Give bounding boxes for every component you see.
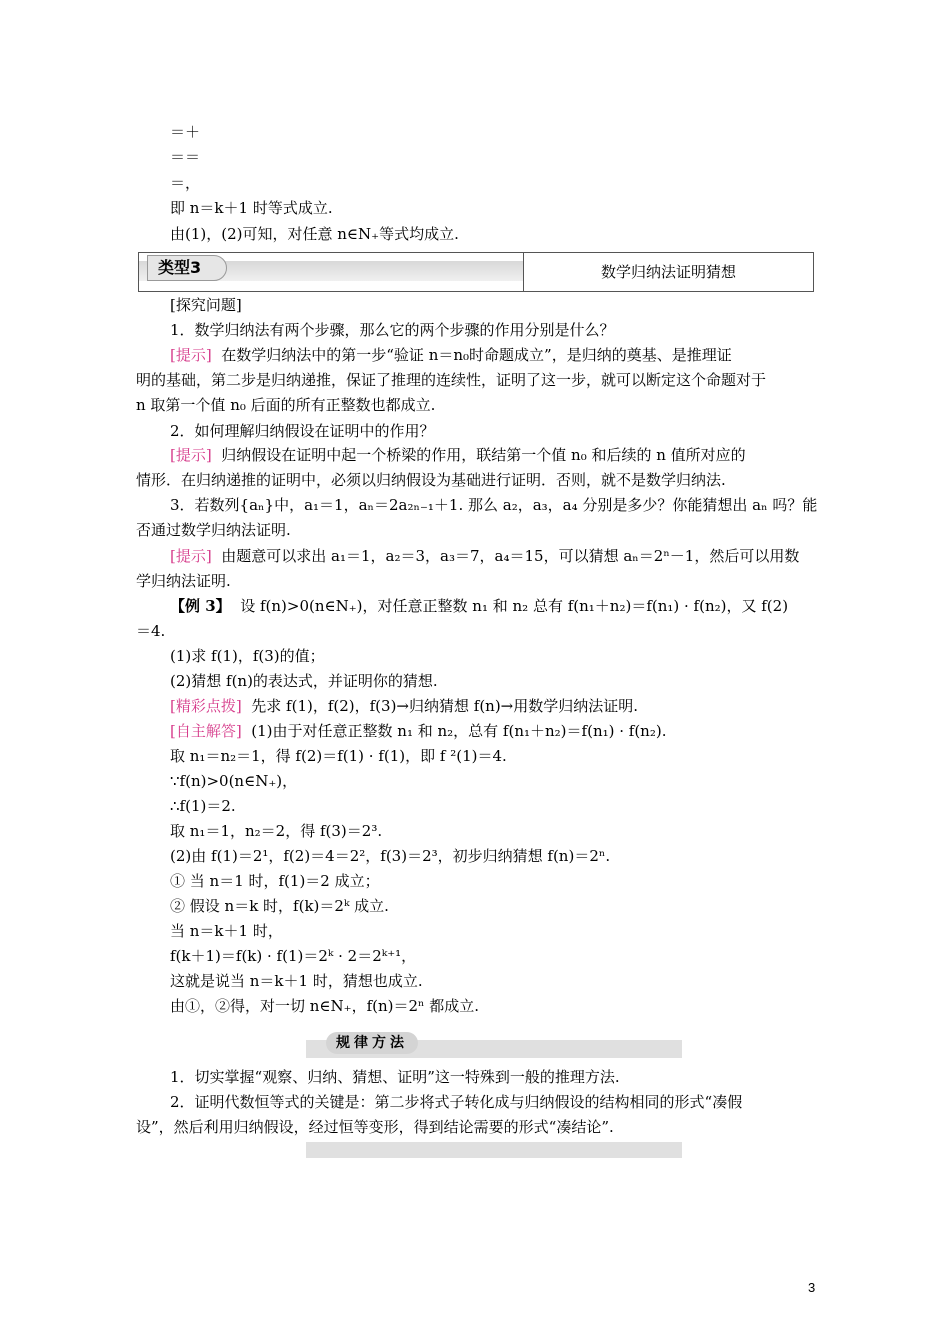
answer-2: [170, 445, 850, 465]
question-3: 3．若数列{aₙ}中，a₁＝1，aₙ＝2a₂ₙ₋₁＋1. 那么 a₂，a₃，a₄ 分别是多少？你能猜想出 aₙ 吗？能: [170, 496, 818, 514]
conclusion-line: 即 n＝k＋1 时等式成立.: [170, 199, 333, 217]
solution-line: 取 n₁＝1，n₂＝2，得 f(3)＝2³.: [170, 822, 383, 840]
section-end-bar: [306, 1142, 682, 1158]
example-tag: 【例 3】: [170, 597, 231, 615]
equation-line: ＝＋: [170, 123, 201, 141]
equation-line: ＝，: [170, 174, 201, 192]
type3-label: 类型3: [147, 255, 227, 281]
solution-line: f(k＋1)＝f(k) · f(1)＝2ᵏ · 2＝2ᵏ⁺¹，: [170, 947, 417, 965]
answer-text: 在数学归纳法中的第一步“验证 n＝n₀时命题成立”，是归纳的奠基、是推理证: [221, 346, 732, 364]
type3-title: 数学归纳法证明猜想: [600, 263, 736, 281]
question-2: 2．如何理解归纳假设在证明中的作用？: [170, 422, 435, 440]
solution-line: 由①，②得，对一切 n∈N₊，f(n)＝2ⁿ 都成立.: [170, 997, 480, 1015]
highlight-hint: [170, 696, 850, 716]
rule-item-1: 1．切实掌握“观察、归纳、猜想、证明”这一特殊到一般的推理方法.: [170, 1068, 620, 1086]
rule-item-2: 2．证明代数恒等式的关键是：第二步将式子转化成与归纳假设的结构相同的形式“凑假: [170, 1093, 743, 1111]
example-part-2: (2)猜想 f(n)的表达式，并证明你的猜想.: [170, 672, 438, 690]
question-3-cont: 否通过数学归纳法证明.: [136, 521, 291, 539]
rule-label: 规律方法: [326, 1032, 418, 1054]
answer-2-cont: 情形．在归纳递推的证明中，必须以归纳假设为基础进行证明．否则，就不是数学归纳法.: [136, 471, 726, 489]
type3-header: [138, 252, 814, 292]
highlight-tag: [精彩点拨]: [170, 697, 242, 715]
hint-tag: [提示]: [170, 346, 212, 364]
solution-tag: [自主解答]: [170, 722, 242, 740]
equation-line: ＝＝: [170, 148, 201, 166]
solution-line: ② 假设 n＝k 时，f(k)＝2ᵏ 成立.: [170, 897, 389, 915]
hint-tag: [提示]: [170, 446, 212, 464]
self-solution: [170, 721, 850, 741]
answer-text: 由题意可以求出 a₁＝1，a₂＝3，a₃＝7，a₄＝15，可以猜想 aₙ＝2ⁿ－1，然后可以用数: [221, 547, 800, 565]
conclusion-line: 由(1)，(2)可知，对任意 n∈N₊等式均成立.: [170, 225, 459, 243]
answer-3-cont: 学归纳法证明.: [136, 572, 231, 590]
answer-3: [170, 546, 850, 566]
question-1: 1．数学归纳法有两个步骤，那么它的两个步骤的作用分别是什么？: [170, 321, 615, 339]
solution-text: (1)由于对任意正整数 n₁ 和 n₂，总有 f(n₁＋n₂)＝f(n₁) · f(n₂).: [251, 722, 667, 740]
answer-1-cont: n 取第一个值 n₀ 后面的所有正整数也都成立.: [136, 396, 436, 414]
example-part-1: (1)求 f(1)，f(3)的值；: [170, 647, 325, 665]
hint-tag: [提示]: [170, 547, 212, 565]
rule-section-bar: [306, 1035, 682, 1058]
solution-line: 当 n＝k＋1 时，: [170, 922, 283, 940]
solution-line: 这就是说当 n＝k＋1 时，猜想也成立.: [170, 972, 423, 990]
answer-1: [170, 345, 850, 365]
rule-item-2-cont: 设”，然后利用归纳假设，经过恒等变形，得到结论需要的形式“凑结论”.: [136, 1118, 614, 1136]
explore-header: [探究问题]: [170, 296, 242, 314]
solution-line: ∴f(1)＝2.: [170, 797, 236, 815]
answer-text: 归纳假设在证明中起一个桥梁的作用，联结第一个值 n₀ 和后续的 n 值所对应的: [221, 446, 746, 464]
highlight-text: 先求 f(1)，f(2)，f(3)→归纳猜想 f(n)→用数学归纳法证明.: [251, 697, 639, 715]
solution-line: (2)由 f(1)＝2¹，f(2)＝4＝2²，f(3)＝2³，初步归纳猜想 f(n)＝2ⁿ.: [170, 847, 611, 865]
page-number: 3: [808, 1280, 816, 1295]
solution-line: 取 n₁＝n₂＝1，得 f(2)＝f(1) · f(1)，即 f ²(1)＝4.: [170, 747, 507, 765]
answer-1-cont: 明的基础，第二步是归纳递推，保证了推理的连续性，证明了这一步，就可以断定这个命题对于: [136, 371, 767, 389]
example-text: 设 f(n)>0(n∈N₊)，对任意正整数 n₁ 和 n₂ 总有 f(n₁＋n₂)＝f(n₁) · f(n₂)，又 f(2): [240, 597, 789, 615]
example-3-cont: ＝4.: [136, 622, 166, 640]
solution-line: ① 当 n＝1 时，f(1)＝2 成立；: [170, 872, 380, 890]
example-3: [170, 596, 850, 616]
solution-line: ∵f(n)>0(n∈N₊)，: [170, 772, 298, 790]
